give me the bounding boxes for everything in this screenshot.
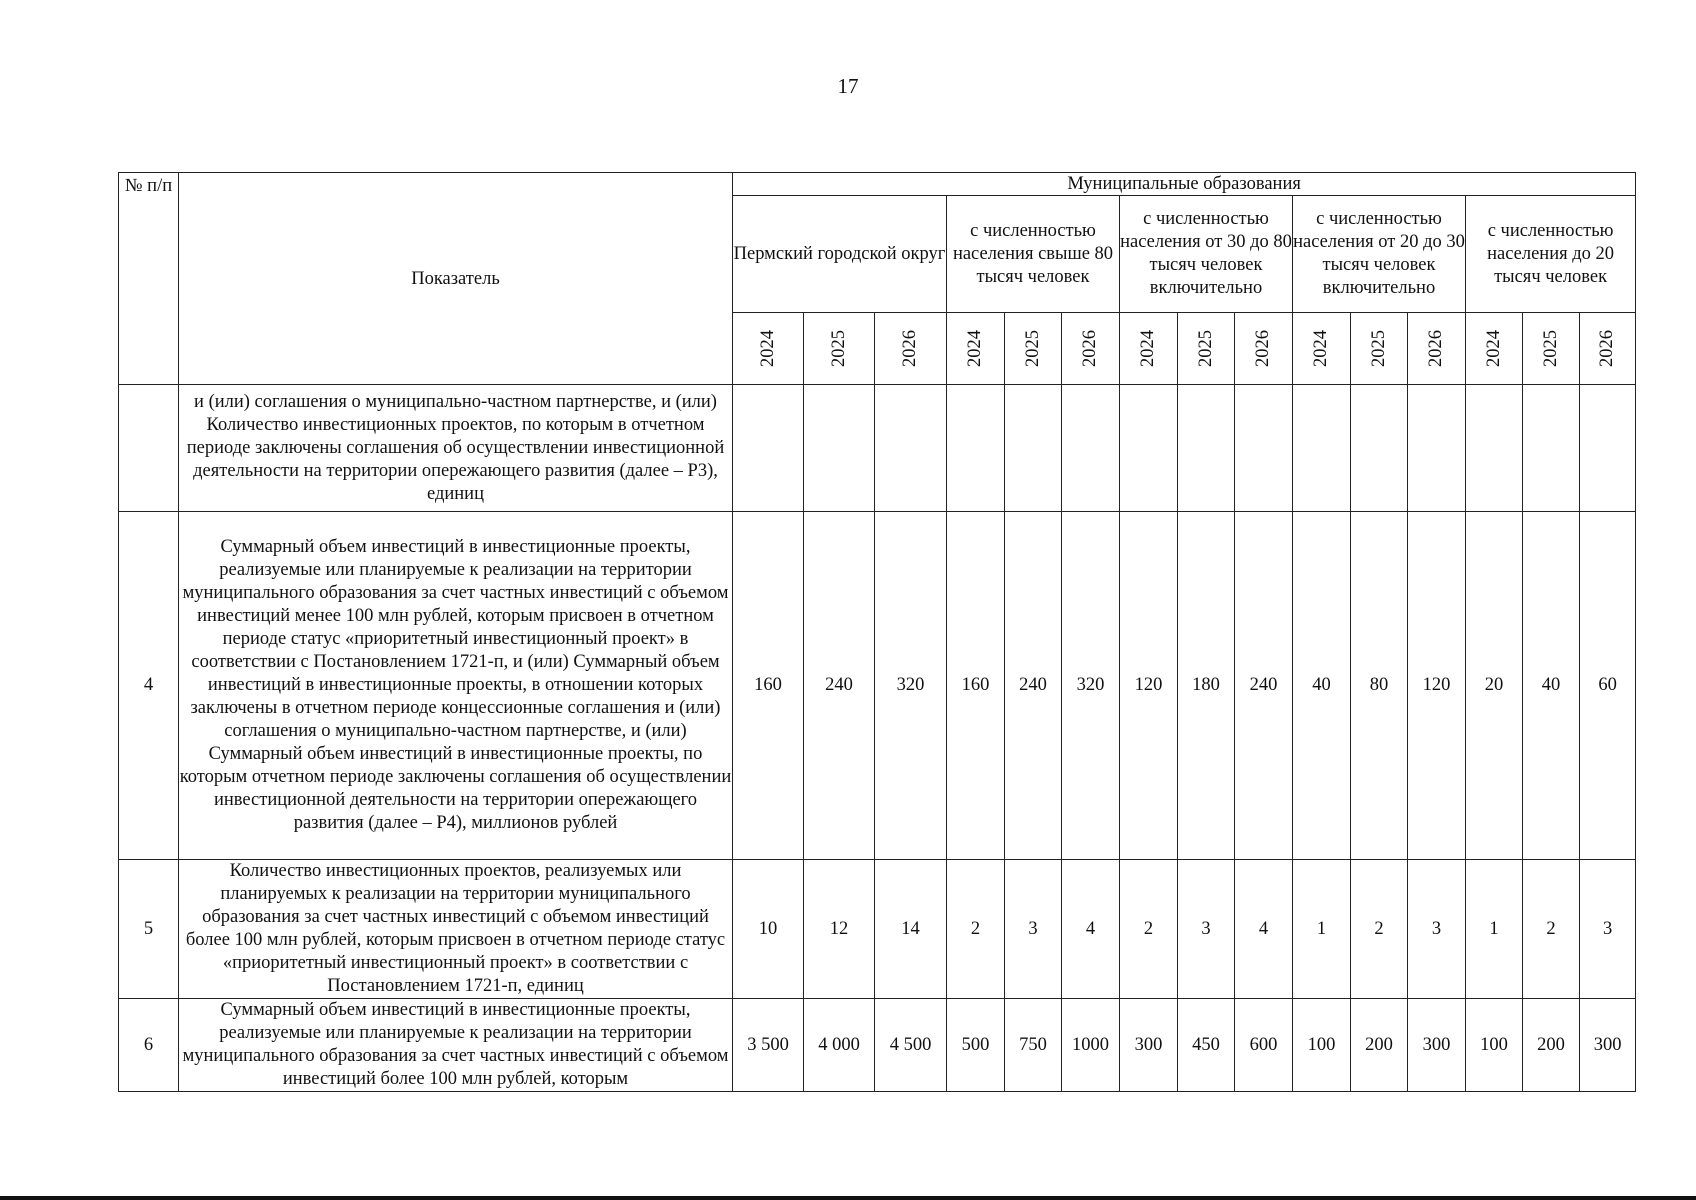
value-cell: 40 (1293, 512, 1351, 860)
value-cell: 120 (1120, 512, 1178, 860)
value-cell: 4 500 (875, 999, 947, 1092)
value-cell (1005, 385, 1062, 512)
value-cell: 40 (1523, 512, 1580, 860)
year-header: 2024 (1466, 313, 1523, 385)
value-cell: 2 (947, 860, 1005, 999)
value-cell: 4 (1062, 860, 1120, 999)
value-cell (1408, 385, 1466, 512)
year-header: 2024 (947, 313, 1005, 385)
value-cell: 450 (1178, 999, 1235, 1092)
value-cell: 200 (1523, 999, 1580, 1092)
value-cell: 3 500 (733, 999, 804, 1092)
value-cell: 1000 (1062, 999, 1120, 1092)
value-cell: 60 (1580, 512, 1636, 860)
value-cell (1293, 385, 1351, 512)
indicator-text: и (или) соглашения о муниципально-частном партнерстве, и (или) Количество инвестиционных проектов, по которым в отчетном периоде заключены соглашения об осуществлении инвестиционной деятельности на территории опережающего развития (далее – Р3), единиц (179, 385, 733, 512)
year-header: 2026 (1062, 313, 1120, 385)
number-column-header: № п/п (119, 173, 179, 385)
value-cell: 3 (1178, 860, 1235, 999)
municipalities-group-header: Муниципальные образования (733, 173, 1636, 196)
value-cell: 180 (1178, 512, 1235, 860)
value-cell: 750 (1005, 999, 1062, 1092)
value-cell (875, 385, 947, 512)
value-cell: 240 (804, 512, 875, 860)
subgroup-header-perm: Пермский городской округ (733, 196, 947, 313)
table-row (119, 860, 1636, 999)
row-number: 5 (119, 860, 179, 999)
indicator-column-header: Показатель (179, 173, 733, 385)
year-header: 2026 (875, 313, 947, 385)
value-cell: 80 (1351, 512, 1408, 860)
value-cell: 160 (947, 512, 1005, 860)
subgroup-header-30-80k: с численностью населения от 30 до 80 тысяч человек включительно (1120, 196, 1293, 313)
value-cell: 160 (733, 512, 804, 860)
table-row (119, 512, 1636, 860)
year-header: 2024 (1293, 313, 1351, 385)
value-cell (733, 385, 804, 512)
indicators-table (118, 172, 1636, 1092)
value-cell: 500 (947, 999, 1005, 1092)
value-cell: 1 (1466, 860, 1523, 999)
value-cell: 2 (1351, 860, 1408, 999)
value-cell (1178, 385, 1235, 512)
row-number: 6 (119, 999, 179, 1092)
value-cell: 600 (1235, 999, 1293, 1092)
value-cell: 300 (1408, 999, 1466, 1092)
indicator-text: Количество инвестиционных проектов, реализуемых или планируемых к реализации на территории муниципального образования за счет частных инвестиций с объемом инвестиций более 100 млн рублей, которым присвоен в отчетном периоде статус «приоритетный инвестиционный проект» в соответствии с Постановлением 1721-п, единиц (179, 860, 733, 999)
value-cell: 240 (1235, 512, 1293, 860)
page-number: 17 (837, 74, 859, 98)
value-cell: 300 (1580, 999, 1636, 1092)
row-number (119, 385, 179, 512)
value-cell (804, 385, 875, 512)
value-cell: 320 (875, 512, 947, 860)
year-header: 2025 (804, 313, 875, 385)
value-cell: 120 (1408, 512, 1466, 860)
year-header: 2026 (1235, 313, 1293, 385)
subgroup-header-under-20k: с численностью населения до 20 тысяч человек (1466, 196, 1636, 313)
year-header: 2026 (1580, 313, 1636, 385)
value-cell (1523, 385, 1580, 512)
value-cell: 2 (1523, 860, 1580, 999)
value-cell: 4 000 (804, 999, 875, 1092)
table-row (119, 385, 1636, 512)
value-cell: 2 (1120, 860, 1178, 999)
value-cell: 12 (804, 860, 875, 999)
value-cell: 3 (1408, 860, 1466, 999)
value-cell: 3 (1580, 860, 1636, 999)
value-cell: 100 (1466, 999, 1523, 1092)
table-row (119, 999, 1636, 1092)
scan-bottom-edge (0, 1196, 1696, 1200)
value-cell: 300 (1120, 999, 1178, 1092)
value-cell: 240 (1005, 512, 1062, 860)
row-number: 4 (119, 512, 179, 860)
value-cell (1351, 385, 1408, 512)
year-header: 2025 (1523, 313, 1580, 385)
year-header: 2025 (1351, 313, 1408, 385)
value-cell (1235, 385, 1293, 512)
value-cell: 20 (1466, 512, 1523, 860)
value-cell: 1 (1293, 860, 1351, 999)
value-cell: 200 (1351, 999, 1408, 1092)
year-header: 2026 (1408, 313, 1466, 385)
value-cell: 100 (1293, 999, 1351, 1092)
value-cell: 14 (875, 860, 947, 999)
value-cell: 320 (1062, 512, 1120, 860)
year-header: 2025 (1178, 313, 1235, 385)
value-cell: 4 (1235, 860, 1293, 999)
value-cell: 10 (733, 860, 804, 999)
year-header: 2025 (1005, 313, 1062, 385)
subgroup-header-over-80k: с численностью населения свыше 80 тысяч человек (947, 196, 1120, 313)
subgroup-header-20-30k: с численностью населения от 20 до 30 тысяч человек включительно (1293, 196, 1466, 313)
indicator-text: Суммарный объем инвестиций в инвестиционные проекты, реализуемые или планируемые к реализации на территории муниципального образования за счет частных инвестиций с объемом инвестиций менее 100 млн рублей, которым присвоен в отчетном периоде статус «приоритетный инвестиционный проект» в соответствии с Постановлением 1721-п, и (или) Суммарный объем инвестиций в инвестиционные проекты, в отношении которых заключены в отчетном периоде концессионные соглашения и (или) соглашения о муниципально-частном партнерстве, и (или) Суммарный объем инвестиций в инвестиционные проекты, по которым отчетном периоде заключены соглашения об осуществлении инвестиционной деятельности на территории опережающего развития (далее – Р4), миллионов рублей (179, 512, 733, 860)
value-cell (1120, 385, 1178, 512)
value-cell (947, 385, 1005, 512)
indicator-text: Суммарный объем инвестиций в инвестиционные проекты, реализуемые или планируемые к реализации на территории муниципального образования за счет частных инвестиций с объемом инвестиций более 100 млн рублей, которым (179, 999, 733, 1092)
value-cell (1062, 385, 1120, 512)
year-header: 2024 (1120, 313, 1178, 385)
value-cell (1580, 385, 1636, 512)
year-header: 2024 (733, 313, 804, 385)
value-cell (1466, 385, 1523, 512)
value-cell: 3 (1005, 860, 1062, 999)
